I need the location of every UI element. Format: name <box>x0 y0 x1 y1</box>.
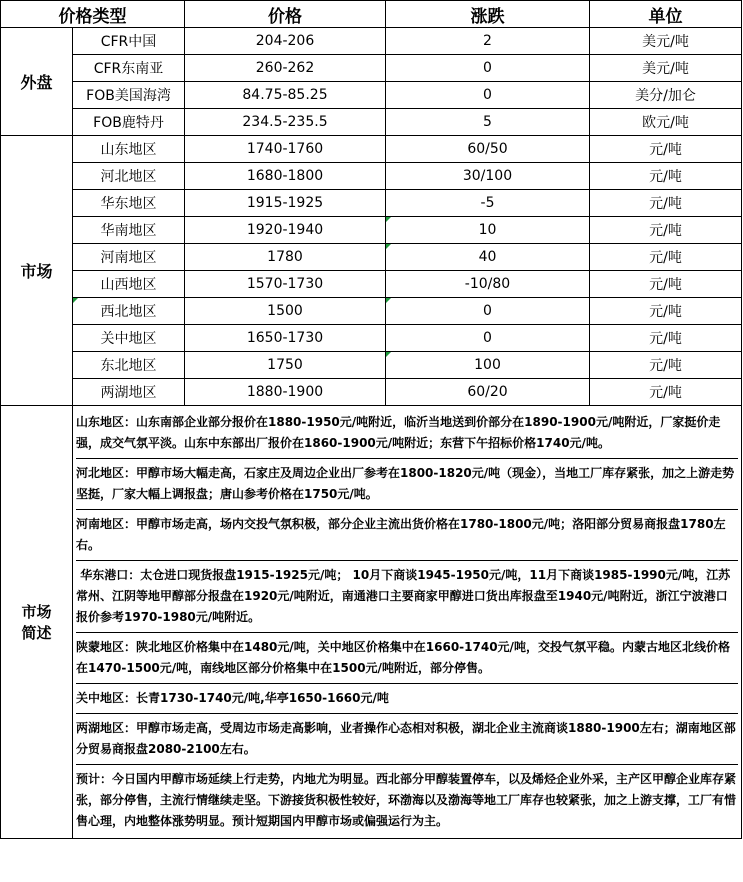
row-name: 华东地区 <box>73 190 185 217</box>
row-change: 60/50 <box>386 136 590 163</box>
table-row <box>1 82 742 109</box>
row-change: -5 <box>386 190 590 217</box>
row-name: CFR东南亚 <box>73 55 185 82</box>
table-row <box>1 352 742 379</box>
row-change: 0 <box>386 55 590 82</box>
row-name: 东北地区 <box>73 352 185 379</box>
row-price: 1570-1730 <box>185 271 386 298</box>
table-row <box>1 244 742 271</box>
row-name: 两湖地区 <box>73 379 185 406</box>
row-change: 2 <box>386 28 590 55</box>
row-unit: 元/吨 <box>590 190 742 217</box>
row-change: -10/80 <box>386 271 590 298</box>
table-row <box>1 379 742 406</box>
row-name: CFR中国 <box>73 28 185 55</box>
row-price: 1740-1760 <box>185 136 386 163</box>
row-name: FOB鹿特丹 <box>73 109 185 136</box>
table-row <box>1 109 742 136</box>
summary-henan: 河南地区：甲醇市场走高，场内交投气氛积极，部分企业主流出货价格在1780-1800元/吨；洛阳部分贸易商报盘1780左右。 <box>76 510 738 561</box>
row-unit: 美元/吨 <box>590 55 742 82</box>
row-price: 1880-1900 <box>185 379 386 406</box>
row-change: 0 <box>386 325 590 352</box>
row-unit: 元/吨 <box>590 325 742 352</box>
row-change: 100 <box>386 352 590 379</box>
header-price: 价格 <box>185 1 386 28</box>
row-price: 1915-1925 <box>185 190 386 217</box>
table-row <box>1 136 742 163</box>
row-name: 河南地区 <box>73 244 185 271</box>
header-row <box>1 1 742 28</box>
table-row <box>1 190 742 217</box>
row-price: 234.5-235.5 <box>185 109 386 136</box>
row-price: 84.75-85.25 <box>185 82 386 109</box>
summary-hebei: 河北地区：甲醇市场大幅走高，石家庄及周边企业出厂参考在1800-1820元/吨（现金），当地工厂库存紧张，加之上游走势坚挺，厂家大幅上调报盘；唐山参考价格在1750元/吨。 <box>76 459 738 510</box>
row-name: 关中地区 <box>73 325 185 352</box>
row-change: 0 <box>386 298 590 325</box>
row-name: 山东地区 <box>73 136 185 163</box>
row-unit: 元/吨 <box>590 136 742 163</box>
summary-cell <box>73 406 742 839</box>
row-change: 30/100 <box>386 163 590 190</box>
row-name: 河北地区 <box>73 163 185 190</box>
table-row <box>1 55 742 82</box>
row-name: 山西地区 <box>73 271 185 298</box>
row-price: 260-262 <box>185 55 386 82</box>
table-row <box>1 271 742 298</box>
row-unit: 美分/加仑 <box>590 82 742 109</box>
summary-group-line1: 市场 <box>21 603 52 621</box>
table-row <box>1 217 742 244</box>
table-row <box>1 325 742 352</box>
table-row <box>1 28 742 55</box>
summary-huadong: 华东港口：太仓进口现货报盘1915-1925元/吨； 10月下商谈1945-1950元/吨，11月下商谈1985-1990元/吨，江苏常州、江阴等地甲醇部分报盘在1920元/吨附近，南通港口主要商家甲醇进口货出库报盘至1940元/吨附近，浙江宁波港口报价参考1970-1980元/吨附近。 <box>76 561 738 633</box>
summary-group-line2: 简述 <box>21 624 52 642</box>
row-name: 华南地区 <box>73 217 185 244</box>
row-unit: 元/吨 <box>590 163 742 190</box>
table-row <box>1 163 742 190</box>
row-unit: 元/吨 <box>590 298 742 325</box>
summary-row <box>1 406 742 839</box>
header-unit: 单位 <box>590 1 742 28</box>
row-price: 1750 <box>185 352 386 379</box>
row-unit: 美元/吨 <box>590 28 742 55</box>
summary-guanzhong: 关中地区：长青1730-1740元/吨,华亭1650-1660元/吨 <box>76 684 738 714</box>
row-price: 1920-1940 <box>185 217 386 244</box>
row-name: FOB美国海湾 <box>73 82 185 109</box>
table-row <box>1 298 742 325</box>
header-type: 价格类型 <box>1 1 185 28</box>
row-unit: 元/吨 <box>590 217 742 244</box>
summary-lianghu: 两湖地区：甲醇市场走高，受周边市场走高影响，业者操作心态相对积极，湖北企业主流商谈1880-1900左右；湖南地区部分贸易商报盘2080-2100左右。 <box>76 714 738 765</box>
row-change: 0 <box>386 82 590 109</box>
row-change: 5 <box>386 109 590 136</box>
summary-forecast: 预计：今日国内甲醇市场延续上行走势，内地尤为明显。西北部分甲醇装置停车，以及烯烃企业外采，主产区甲醇企业库存紧张，部分停售，主流行情继续走坚。下游接货积极性较好，环渤海以及渤海等地工厂库存也较紧张，加之上游支撑，工厂有惜售心理，内地整体涨势明显。预计短期国内甲醇市场或偏强运行为主。 <box>76 772 737 828</box>
row-change: 40 <box>386 244 590 271</box>
header-change: 涨跌 <box>386 1 590 28</box>
summary-shandong: 山东地区：山东南部企业部分报价在1880-1950元/吨附近，临沂当地送到价部分在1890-1900元/吨附近，厂家挺价走强，成交气氛平淡。山东中东部出厂报价在1860-1900元/吨附近；东营下午招标价格1740元/吨。 <box>76 408 738 459</box>
row-price: 1680-1800 <box>185 163 386 190</box>
row-price: 204-206 <box>185 28 386 55</box>
row-price: 1650-1730 <box>185 325 386 352</box>
row-unit: 元/吨 <box>590 379 742 406</box>
summary-shanmeng: 陕蒙地区：陕北地区价格集中在1480元/吨，关中地区价格集中在1660-1740元/吨，交投气氛平稳。内蒙古地区北线价格在1470-1500元/吨，南线地区部分价格集中在1500元/吨附近，部分停售。 <box>76 633 738 684</box>
row-unit: 元/吨 <box>590 244 742 271</box>
row-price: 1500 <box>185 298 386 325</box>
group-summary <box>1 406 73 839</box>
row-unit: 欧元/吨 <box>590 109 742 136</box>
group-shichang: 市场 <box>1 136 73 406</box>
row-change: 60/20 <box>386 379 590 406</box>
row-change: 10 <box>386 217 590 244</box>
row-unit: 元/吨 <box>590 352 742 379</box>
row-unit: 元/吨 <box>590 271 742 298</box>
row-price: 1780 <box>185 244 386 271</box>
group-waipan: 外盘 <box>1 28 73 136</box>
row-name: 西北地区 <box>73 298 185 325</box>
